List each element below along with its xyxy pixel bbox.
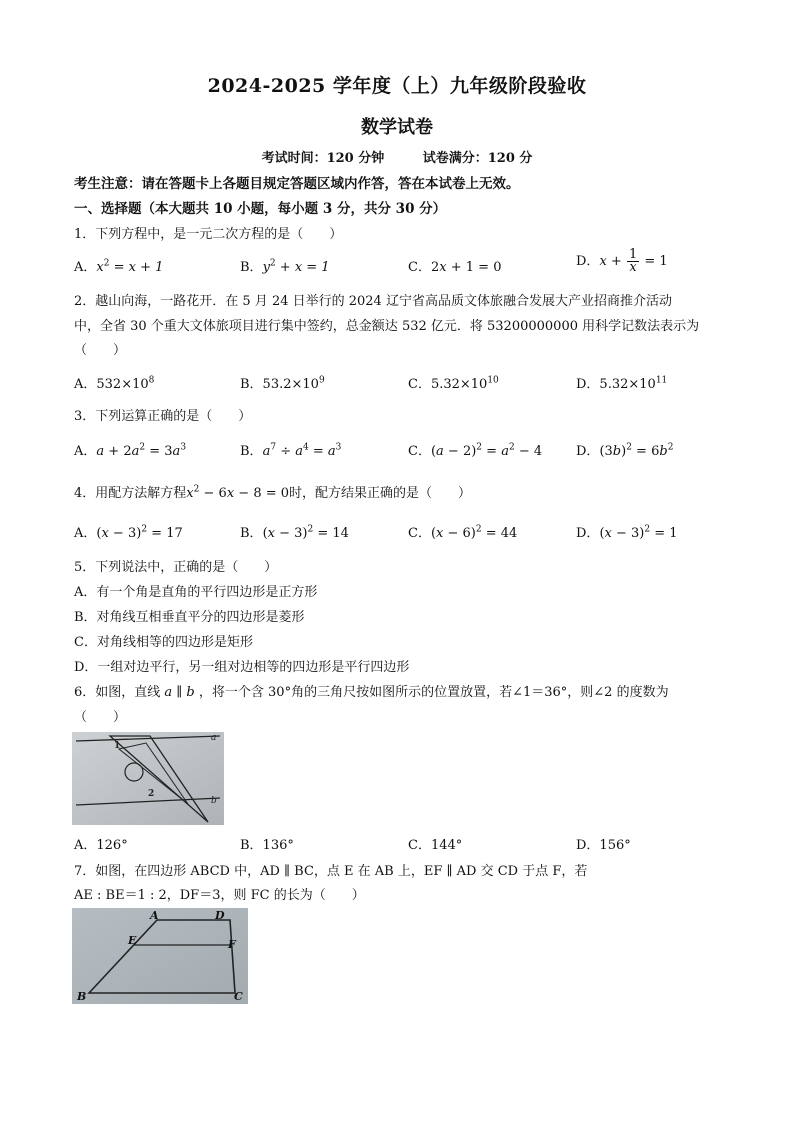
q5-option-b: B．对角线互相垂直平分的四边形是菱形 [74,610,305,625]
q7-stem-line1: 7．如图，在四边形 ABCD 中，AD ∥ BC，点 E 在 AB 上，EF ∥ AD 交 CD 于点 F，若 [74,864,588,879]
q3-option-c: C．$(a - 2)^2 = a^2 - 4$ [408,442,543,459]
q2-option-d: D．$5.32\times 10^{11}$ [576,375,668,392]
exam-notice: 考生注意：请在答题卡上各题目规定答题区域内作答，答在本试卷上无效。 [74,176,520,192]
q1-option-a: A．$x^2 = x + 1$ [74,258,164,275]
label-angle-2: 2 [148,789,155,799]
q1-stem: 1．下列方程中，是一元二次方程的是（ ） [74,227,343,242]
label-D: D [215,909,225,922]
q1-option-b: B．$y^2 + x = 1$ [240,258,330,275]
label-C: C [234,990,243,1003]
q3-option-b: B．$a^7 \div a^4 = a^3$ [240,442,342,459]
q2-stem-line1: 2．越山向海，一路花开．在 5 月 24 日举行的 2024 辽宁省高品质文体旅融合发展大产业招商推介活动 [74,294,672,309]
label-A: A [150,909,159,922]
q2-option-a: A．$532\times 10^8$ [74,375,155,392]
q5-option-d: D．一组对边平行，另一组对边相等的四边形是平行四边形 [74,660,410,675]
q3-option-a: A．$a + 2a^2 = 3a^3$ [74,442,187,459]
exam-meta [0,147,794,166]
exam-subtitle: 数学试卷 [361,117,433,138]
exam-title: 2024-2025 学年度（上）九年级阶段验收 [207,75,587,97]
label-b: b [211,796,217,806]
q6-option-b: B．136° [240,838,294,853]
label-F: F [228,938,236,951]
label-angle-1: 1 [114,741,121,751]
q2-options [74,373,734,393]
q4-options [74,522,734,542]
q5-stem: 5．下列说法中，正确的是（ ） [74,560,278,575]
label-a: a [211,733,217,743]
q6-stem-line2: （ ） [74,710,127,725]
label-E: E [128,934,137,947]
q3-options [74,440,734,460]
q2-stem-line3: （ ） [74,343,127,358]
q1-options [74,247,734,276]
q4-option-b: B．$(x - 3)^2 = 14$ [240,524,349,541]
section-title: 一、选择题（本大题共 10 小题，每小题 3 分，共分 30 分） [74,201,447,217]
q7-figure-background [72,908,248,1004]
q6-option-a: A．126° [74,838,128,853]
q6-stem: 6．如图，直线 a ∥ b ，将一个含 30°角的三角尺按如图所示的位置放置，若∠1＝36°，则∠2 的度数为 [74,685,669,700]
q6-option-d: D．156° [576,838,631,853]
q5-option-c: C．对角线相等的四边形是矩形 [74,635,253,650]
label-B: B [77,990,87,1003]
q5-option-a: A．有一个角是直角的平行四边形是正方形 [74,585,318,600]
q2-option-b: B．$53.2\times 10^9$ [240,375,325,392]
full-score: 试卷满分：120 分 [422,151,533,166]
q1-option-d: D．x + $\frac{1}{x}$ = 1 [576,247,668,275]
q6-figure [72,732,224,825]
exam-time: 考试时间：120 分钟 [261,151,385,166]
q4-option-c: C．$(x - 6)^2 = 44$ [408,524,518,541]
q4-option-a: A．$(x - 3)^2 = 17$ [74,524,183,541]
q3-option-d: D．$(3b)^2 = 6b^2$ [576,442,674,459]
q1-option-c: C．2x + 1 = 0 [408,260,502,275]
q6-option-c: C．144° [408,838,463,853]
q3-stem: 3．下列运算正确的是（ ） [74,409,252,424]
q7-figure [72,908,248,1004]
q2-option-c: C．$5.32\times 10^{10}$ [408,375,499,392]
q4-stem: 4．用配方法解方程$x^2 - 6x - 8 = 0$时，配方结果正确的是（ ） [74,484,472,501]
q7-stem-line2: AE : BE＝1 : 2，DF＝3，则 FC 的长为（ ） [74,888,365,903]
q6-options [74,834,734,854]
q2-stem-line2: 中，全省 30 个重大文体旅项目进行集中签约，总金额达 532 亿元．将 53200000000 用科学记数法表示为 [74,319,700,334]
q4-option-d: D．$(x - 3)^2 = 1$ [576,524,678,541]
